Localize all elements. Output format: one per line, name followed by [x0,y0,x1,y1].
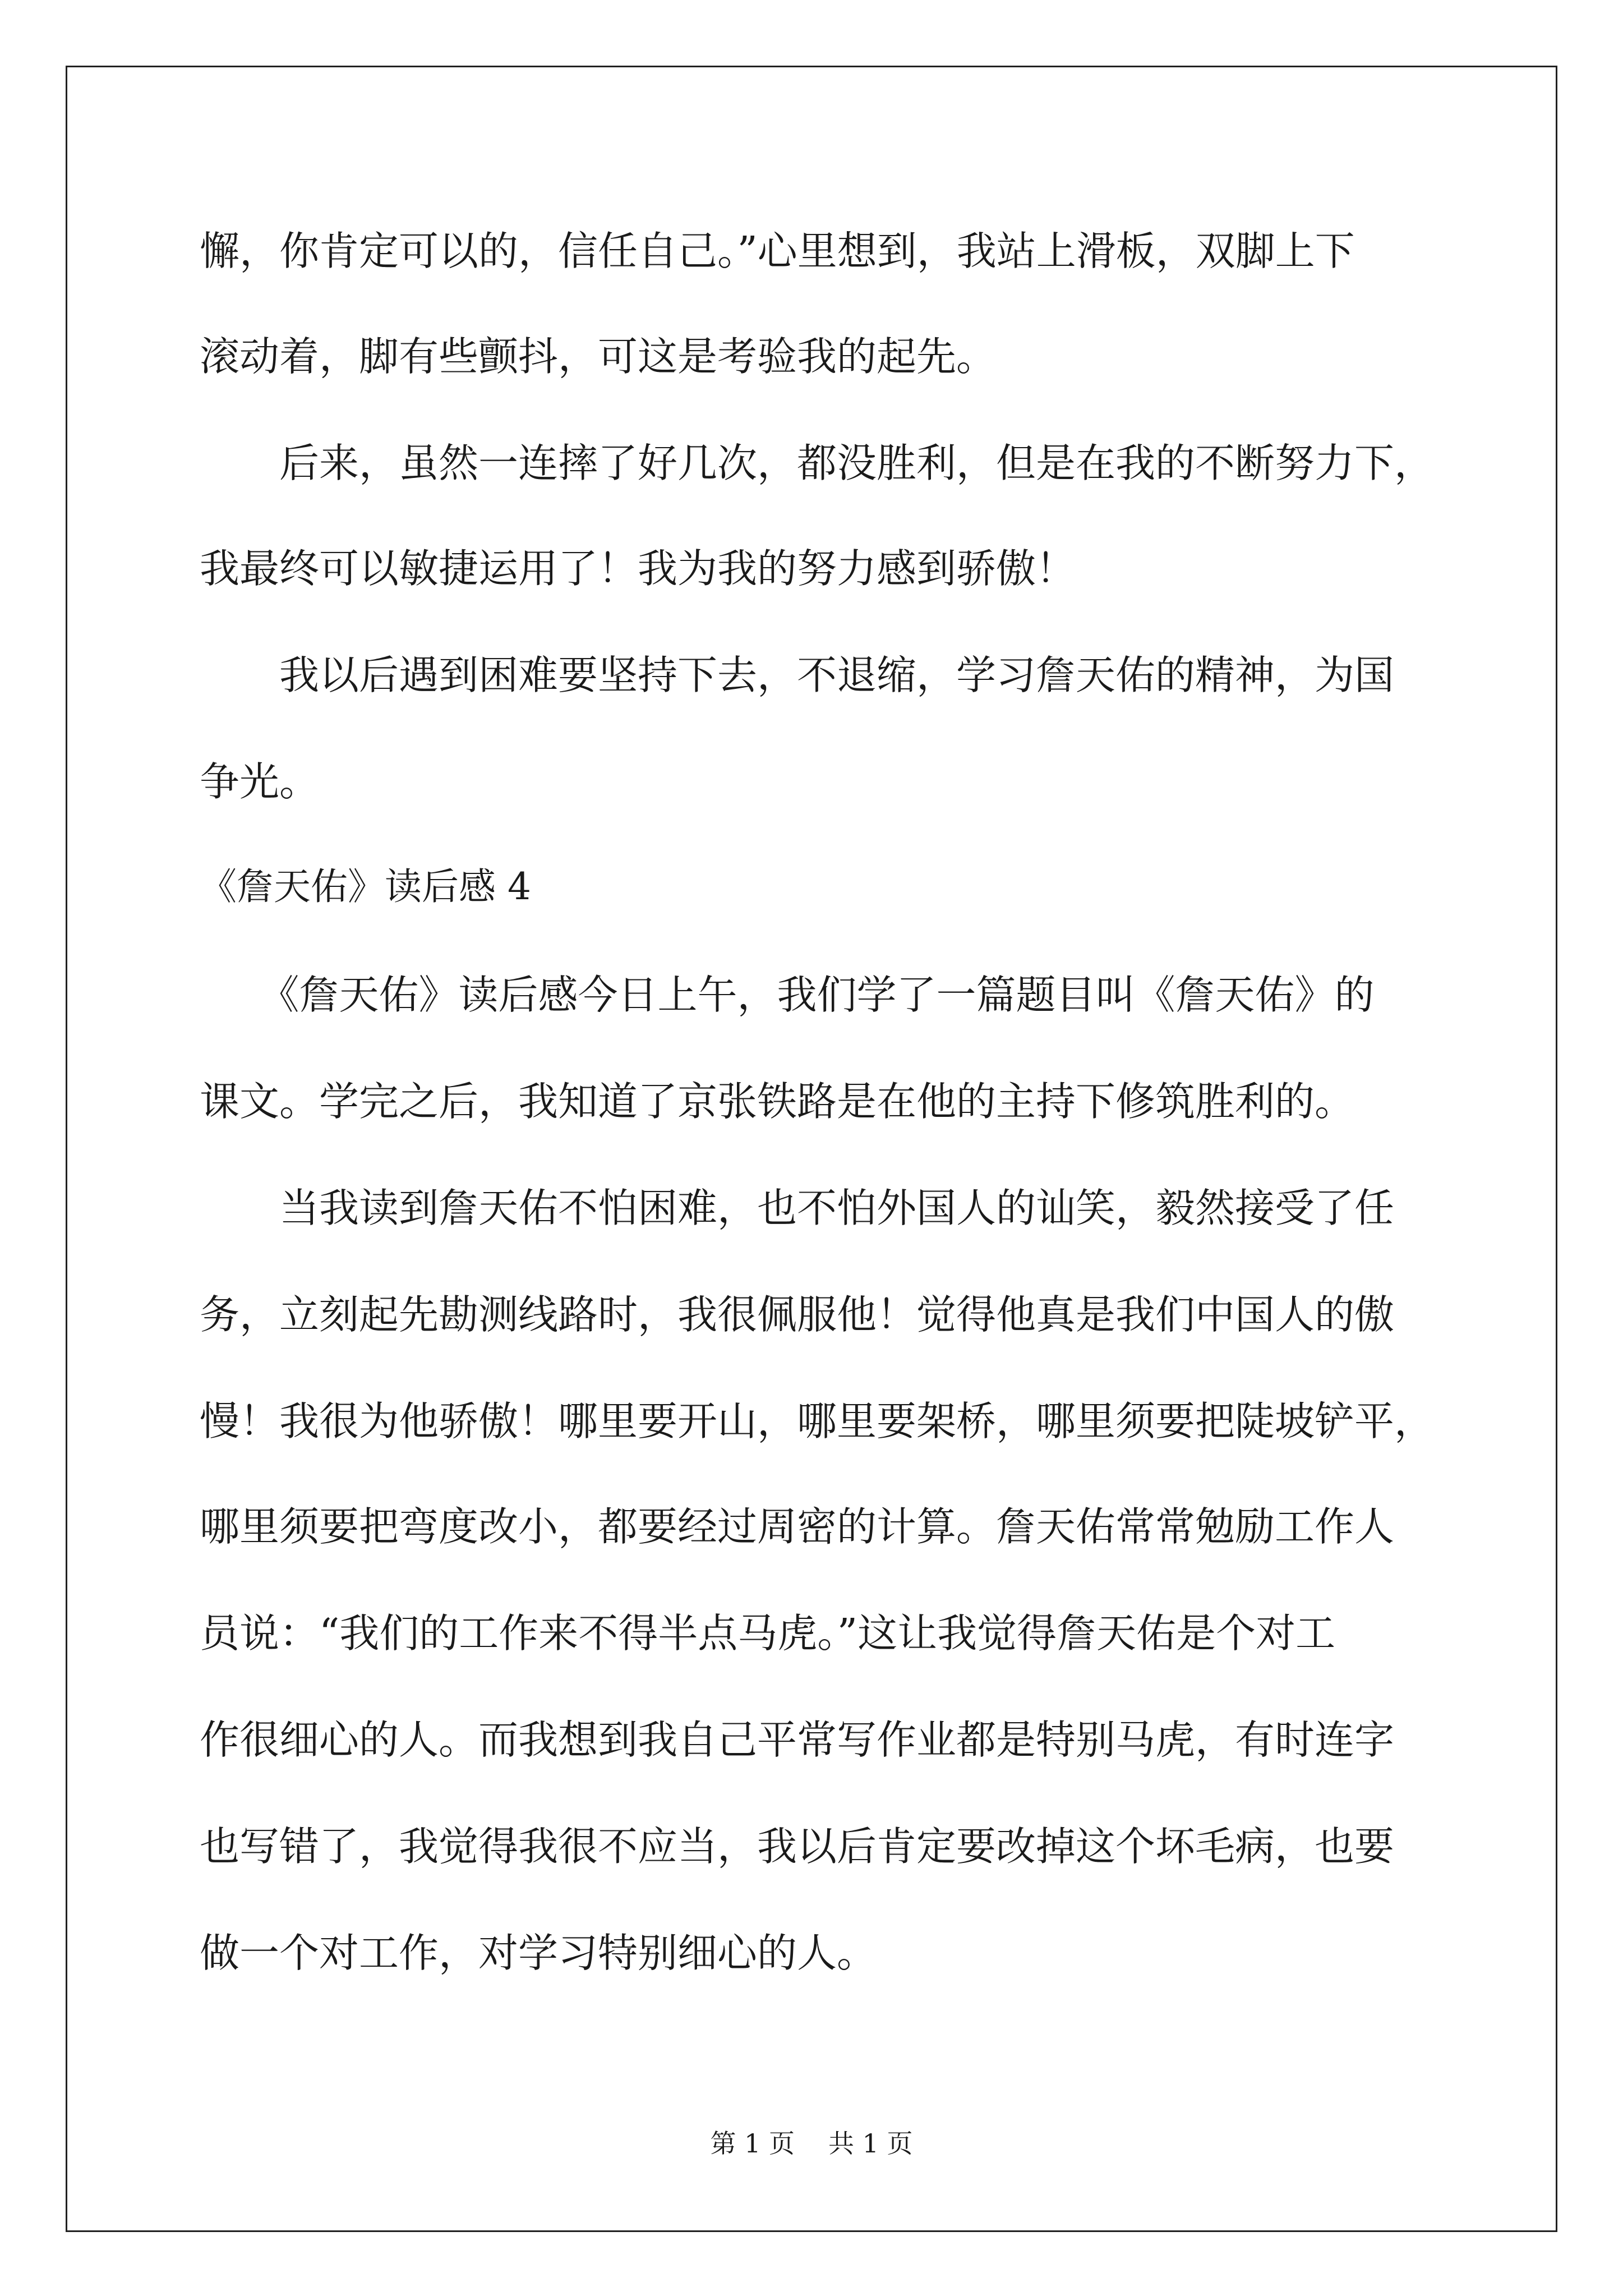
paragraph-line: 《詹天佑》读后感今日上午，我们学了一篇题目叫《詹天佑》的 [200,972,1375,1018]
paragraph-line: 后来，虽然一连摔了好几次，都没胜利，但是在我的不断努力下， [200,440,1435,486]
paragraph-line: 哪里须要把弯度改小，都要经过周密的计算。詹天佑常常勉励工作人 [200,1503,1395,1550]
paragraph-line: 课文。学完之后，我知道了京张铁路是在他的主持下修筑胜利的。 [200,1078,1355,1125]
page-footer [0,2128,1623,2159]
paragraph-line: 员说：“我们的工作来不得半点马虎。”这让我觉得詹天佑是个对工 [200,1610,1336,1657]
section-heading: 《詹天佑》读后感 4 [200,865,531,908]
page-number-current: 第 1 页 [710,2128,795,2159]
paragraph-line: 当我读到詹天佑不怕困难，也不怕外国人的讪笑，毅然接受了任 [200,1185,1395,1231]
paragraph-line: 懈，你肯定可以的，信任自己。”心里想到，我站上滑板，双脚上下 [200,228,1355,274]
paragraph-line: 滚动着，脚有些颤抖，可这是考验我的起先。 [200,333,997,380]
paragraph-line: 做一个对工作，对学习特别细心的人。 [200,1930,877,1976]
paragraph-line: 务，立刻起先勘测线路时，我很佩服他！觉得他真是我们中国人的傲 [200,1291,1395,1338]
paragraph-line: 争光。 [200,758,320,805]
paragraph-line: 作很细心的人。而我想到我自己平常写作业都是特别马虎，有时连字 [200,1717,1395,1763]
paragraph-line: 我最终可以敏捷运用了！我为我的努力感到骄傲！ [200,545,1076,592]
page-border [66,66,1557,2232]
paragraph-line: 我以后遇到困难要坚持下去，不退缩，学习詹天佑的精神，为国 [200,652,1395,698]
paragraph-line: 慢！我很为他骄傲！哪里要开山，哪里要架桥，哪里须要把陡坡铲平， [200,1398,1435,1444]
page-number-total: 共 1 页 [828,2128,913,2159]
paragraph-line: 也写错了，我觉得我很不应当，我以后肯定要改掉这个坏毛病，也要 [200,1823,1395,1870]
